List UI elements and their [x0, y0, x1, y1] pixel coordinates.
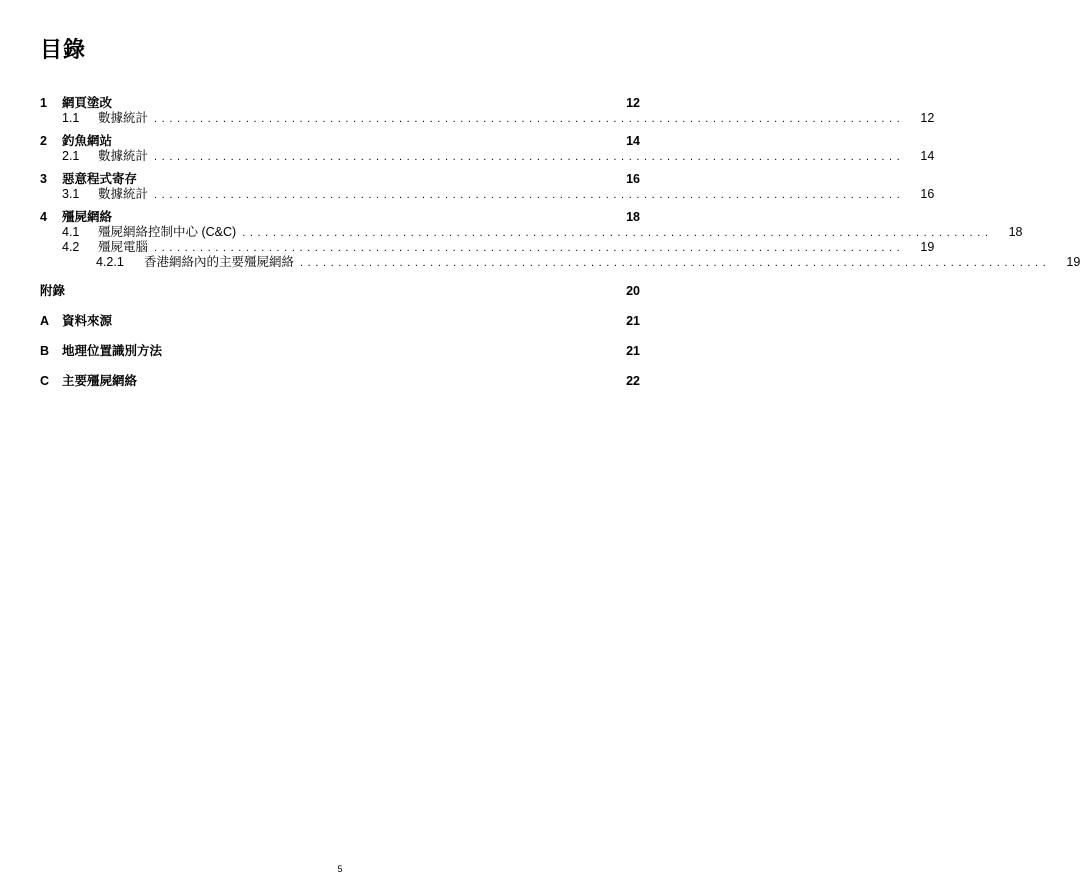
dot-leader: ..................................................................................................	[154, 189, 905, 201]
toc-entry-number: 4.1	[62, 225, 80, 239]
toc-entry-title: 數據統計	[98, 111, 149, 125]
toc-entry-number: C	[40, 374, 50, 388]
toc-entry[interactable]	[40, 344, 640, 359]
toc-entry-title: 網頁塗改	[62, 96, 113, 110]
dot-leader: ..................................................................................................	[154, 113, 905, 125]
page-title: 目錄	[40, 37, 87, 62]
toc-entry[interactable]	[40, 225, 1023, 240]
toc-entry-page: 18	[626, 210, 640, 224]
toc-chapter-4	[40, 210, 1080, 270]
toc-entry-number: B	[40, 344, 50, 358]
toc-entry-title: 數據統計	[98, 187, 149, 201]
toc-entry-page: 14	[626, 134, 640, 148]
dot-leader: ..................................................................................................	[242, 227, 993, 239]
toc-entry-number: 1	[40, 96, 47, 110]
toc-entry-title: 地理位置識別方法	[62, 344, 163, 358]
toc-chapter-1	[40, 96, 935, 126]
toc-entry[interactable]	[40, 96, 640, 111]
toc-entry-title: 數據統計	[98, 149, 149, 163]
table-of-contents	[40, 96, 1080, 404]
toc-entry-number: 4.2.1	[96, 255, 124, 269]
toc-entry-page: 16	[626, 172, 640, 186]
toc-entry-page: 22	[626, 374, 640, 388]
toc-entry-number: 2.1	[62, 149, 80, 163]
toc-entry-page: 12	[920, 111, 935, 125]
toc-entry[interactable]	[40, 134, 640, 149]
toc-entry-title: 殭屍電腦	[98, 240, 149, 254]
toc-chapter-3	[40, 172, 935, 202]
toc-appendix	[40, 284, 640, 299]
toc-entry-number: 3	[40, 172, 47, 186]
toc-entry-page: 12	[626, 96, 640, 110]
toc-entry[interactable]	[40, 255, 1080, 270]
toc-entry-title: 主要殭屍網絡	[62, 374, 138, 388]
toc-entry[interactable]	[40, 374, 640, 389]
toc-entry-page: 14	[920, 149, 935, 163]
toc-chapter-2	[40, 134, 935, 164]
toc-entry[interactable]	[40, 187, 935, 202]
toc-entry[interactable]	[40, 240, 935, 255]
toc-entry-page: 19	[1066, 255, 1080, 269]
toc-entry-number: 4	[40, 210, 47, 224]
toc-entry-page: 20	[626, 284, 640, 298]
toc-entry-page: 21	[626, 314, 640, 328]
toc-entry-title: 惡意程式寄存	[62, 172, 138, 186]
toc-entry[interactable]	[40, 149, 935, 164]
toc-entry[interactable]	[40, 284, 640, 299]
toc-entry-page: 18	[1008, 225, 1023, 239]
toc-entry-number: 3.1	[62, 187, 80, 201]
toc-entry-number: 4.2	[62, 240, 80, 254]
toc-entry-title: 釣魚網站	[62, 134, 113, 148]
toc-entry-number: A	[40, 314, 50, 328]
toc-appendix-b	[40, 344, 640, 359]
toc-entry-title: 殭屍網絡	[62, 210, 113, 224]
toc-appendix-a	[40, 314, 640, 329]
toc-entry[interactable]	[40, 111, 935, 126]
toc-entry-title: 殭屍網絡控制中心 (C&C)	[98, 225, 237, 239]
toc-entry-title: 附錄	[40, 284, 66, 298]
toc-entry-title: 香港網絡內的主要殭屍網絡	[144, 255, 295, 269]
toc-entry[interactable]	[40, 210, 640, 225]
toc-entry-page: 19	[920, 240, 935, 254]
toc-entry[interactable]	[40, 314, 640, 329]
page-number: 5	[337, 864, 343, 874]
dot-leader: ..................................................................................................	[154, 242, 905, 254]
toc-entry-page: 16	[920, 187, 935, 201]
toc-entry-number: 1.1	[62, 111, 80, 125]
dot-leader: ..................................................................................................	[154, 151, 905, 163]
dot-leader: ..................................................................................................	[300, 257, 1051, 269]
toc-entry-title: 資料來源	[62, 314, 113, 328]
toc-entry-number: 2	[40, 134, 47, 148]
toc-entry-page: 21	[626, 344, 640, 358]
toc-entry[interactable]	[40, 172, 640, 187]
toc-appendix-c	[40, 374, 640, 389]
